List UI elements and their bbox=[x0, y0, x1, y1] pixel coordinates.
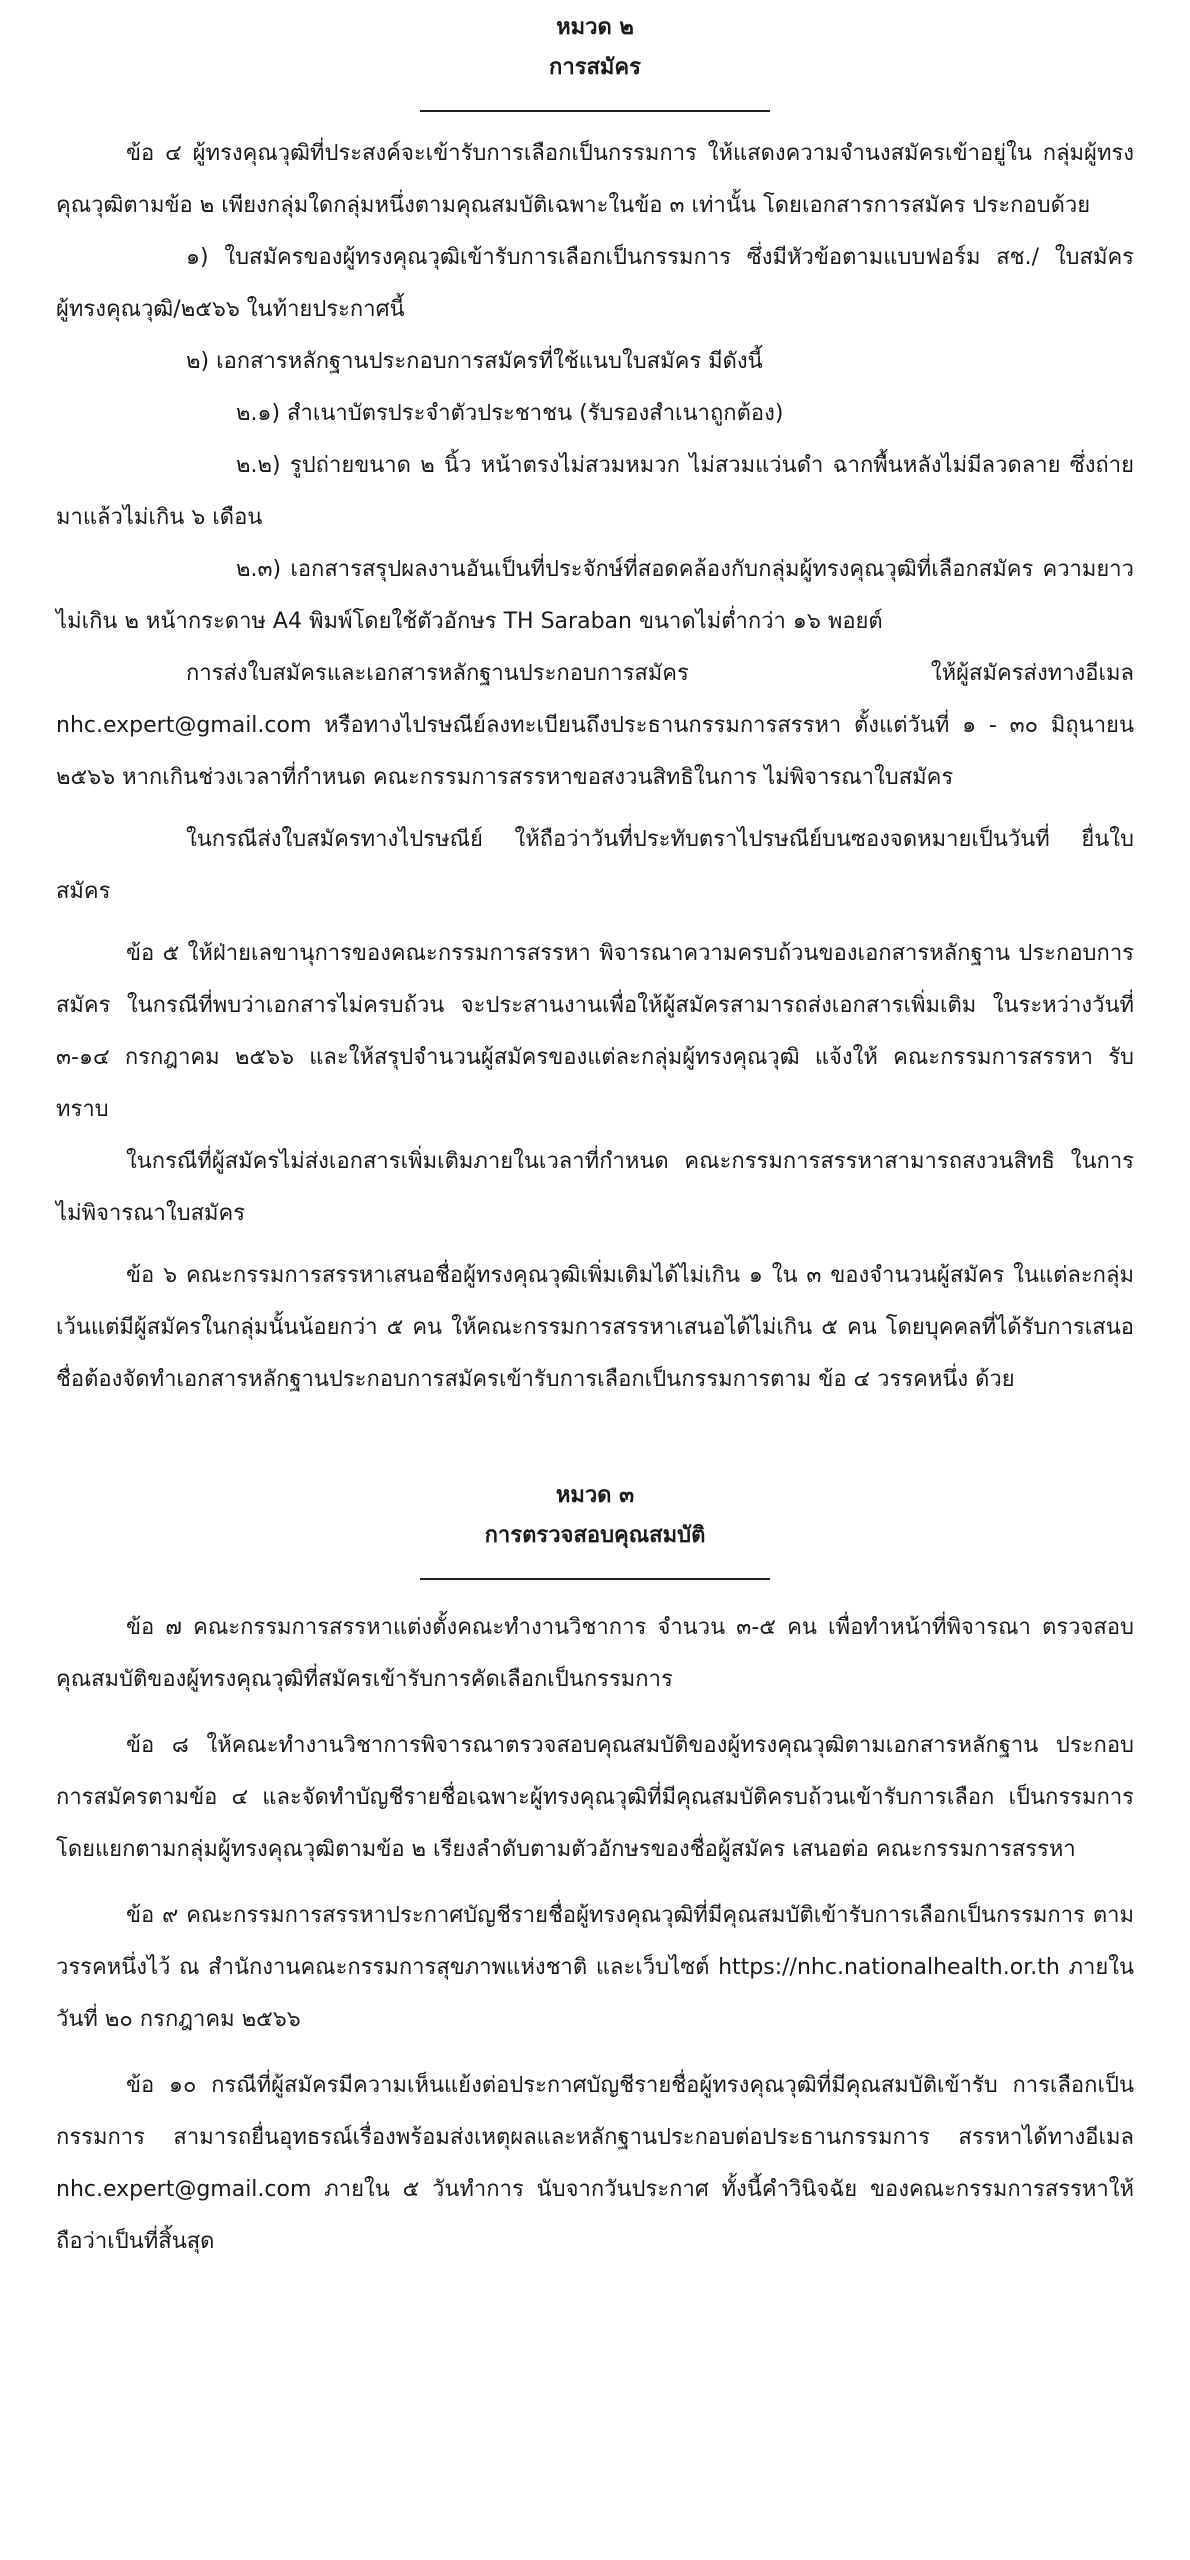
clause-4-submission: การส่งใบสมัครและเอกสารหลักฐานประกอบการสมัคร ให้ผู้สมัครส่งทางอีเมล nhc.expert@gmail.com หรือทางไปรษณีย์ลงทะเบียนถึงประธานกรรมการสรรหา ตั้งแต่วันที่ ๑ - ๓๐ มิถุนายน ๒๕๖๖ หากเกินช่วงเวลาที่กำหนด คณะกรรมการสรรหาขอสงวนสิทธิในการ ไม่พิจารณาใบสมัคร bbox=[56, 661, 1134, 790]
clause-4-item-2-3: ๒.๓) เอกสารสรุปผลงานอันเป็นที่ประจักษ์ที่สอดคล้องกับกลุ่มผู้ทรงคุณวุฒิที่เลือกสมัคร ความยาวไม่เกิน ๒ หน้ากระดาษ A4 พิมพ์โดยใช้ตัวอักษร TH Saraban ขนาดไม่ต่ำกว่า ๑๖ พอยต์ bbox=[56, 557, 1134, 634]
chapter-2-label: หมวด ๒ bbox=[556, 15, 634, 40]
clause-6: ข้อ ๖ คณะกรรมการสรรหาเสนอชื่อผู้ทรงคุณวุฒิเพิ่มเติมได้ไม่เกิน ๑ ใน ๓ ของจำนวนผู้สมัคร ในแต่ละกลุ่ม เว้นแต่มีผู้สมัครในกลุ่มนั้นน้อยกว่า ๕ คน ให้คณะกรรมการสรรหาเสนอได้ไม่เกิน ๕ คน โดยบุคคลที่ได้รับการเสนอชื่อต้องจัดทำเอกสารหลักฐานประกอบการสมัครเข้ารับการเลือกเป็นกรรมการตาม ข้อ ๔ วรรคหนึ่ง ด้วย bbox=[56, 1263, 1134, 1392]
clause-4-item-1: ๑) ใบสมัครของผู้ทรงคุณวุฒิเข้ารับการเลือกเป็นกรรมการ ซึ่งมีหัวข้อตามแบบฟอร์ม สช./ ใบสมัครผู้ทรงคุณวุฒิ/๒๕๖๖ ในท้ายประกาศนี้ bbox=[56, 245, 1134, 322]
clause-7: ข้อ ๗ คณะกรรมการสรรหาแต่งตั้งคณะทำงานวิชาการ จำนวน ๓-๕ คน เพื่อทำหน้าที่พิจารณา ตรวจสอบคุณสมบัติของผู้ทรงคุณวุฒิที่สมัครเข้ารับการคัดเลือกเป็นกรรมการ bbox=[56, 1615, 1134, 1692]
clause-5-note: ในกรณีที่ผู้สมัครไม่ส่งเอกสารเพิ่มเติมภายในเวลาที่กำหนด คณะกรรมการสรรหาสามารถสงวนสิทธิ ในการไม่พิจารณาใบสมัคร bbox=[56, 1149, 1134, 1226]
clause-8: ข้อ ๘ ให้คณะทำงานวิชาการพิจารณาตรวจสอบคุณสมบัติของผู้ทรงคุณวุฒิตามเอกสารหลักฐาน ประกอบการสมัครตามข้อ ๔ และจัดทำบัญชีรายชื่อเฉพาะผู้ทรงคุณวุฒิที่มีคุณสมบัติครบถ้วนเข้ารับการเลือก เป็นกรรมการ โดยแยกตามกลุ่มผู้ทรงคุณวุฒิตามข้อ ๒ เรียงลำดับตามตัวอักษรของชื่อผู้สมัคร เสนอต่อ คณะกรรมการสรรหา bbox=[56, 1733, 1134, 1862]
clause-4-item-2-1: ๒.๑) สำเนาบัตรประจำตัวประชาชน (รับรองสำเนาถูกต้อง) bbox=[236, 401, 784, 426]
chapter-2-title: การสมัคร bbox=[549, 55, 641, 80]
clause-10: ข้อ ๑๐ กรณีที่ผู้สมัครมีความเห็นแย้งต่อประกาศบัญชีรายชื่อผู้ทรงคุณวุฒิที่มีคุณสมบัติเข้ารับ การเลือกเป็นกรรมการ สามารถยื่นอุทธรณ์เรื่องพร้อมส่งเหตุผลและหลักฐานประกอบต่อประธานกรรมการ สรรหาได้ทางอีเมล nhc.expert@gmail.com ภายใน ๕ วันทำการ นับจากวันประกาศ ทั้งนี้คำวินิจฉัย ของคณะกรรมการสรรหาให้ถือว่าเป็นที่สิ้นสุด bbox=[56, 2073, 1134, 2254]
clause-5: ข้อ ๕ ให้ฝ่ายเลขานุการของคณะกรรมการสรรหา พิจารณาความครบถ้วนของเอกสารหลักฐาน ประกอบการสมัคร ในกรณีที่พบว่าเอกสารไม่ครบถ้วน จะประสานงานเพื่อให้ผู้สมัครสามารถส่งเอกสารเพิ่มเติม ในระหว่างวันที่ ๓-๑๔ กรกฎาคม ๒๕๖๖ และให้สรุปจำนวนผู้สมัครของแต่ละกลุ่มผู้ทรงคุณวุฒิ แจ้งให้ คณะกรรมการสรรหา รับทราบ bbox=[56, 941, 1134, 1122]
chapter-3-title: การตรวจสอบคุณสมบัติ bbox=[484, 1523, 706, 1548]
clause-9: ข้อ ๙ คณะกรรมการสรรหาประกาศบัญชีรายชื่อผู้ทรงคุณวุฒิที่มีคุณสมบัติเข้ารับการเลือกเป็นกรรมการ ตามวรรคหนึ่งไว้ ณ สำนักงานคณะกรรมการสุขภาพแห่งชาติ และเว็บไซต์ https://nhc.nationalhealth.or.th ภายในวันที่ ๒๐ กรกฎาคม ๒๕๖๖ bbox=[56, 1903, 1134, 2032]
clause-4: ข้อ ๔ ผู้ทรงคุณวุฒิที่ประสงค์จะเข้ารับการเลือกเป็นกรรมการ ให้แสดงความจำนงสมัครเข้าอยู่ใน กลุ่มผู้ทรงคุณวุฒิตามข้อ ๒ เพียงกลุ่มใดกลุ่มหนึ่งตามคุณสมบัติเฉพาะในข้อ ๓ เท่านั้น โดยเอกสารการสมัคร ประกอบด้วย bbox=[56, 141, 1134, 218]
clause-4-item-2: ๒) เอกสารหลักฐานประกอบการสมัครที่ใช้แนบใบสมัคร มีดังนี้ bbox=[186, 349, 763, 374]
clause-4-item-2-2: ๒.๒) รูปถ่ายขนาด ๒ นิ้ว หน้าตรงไม่สวมหมวก ไม่สวมแว่นดำ ฉากพื้นหลังไม่มีลวดลาย ซึ่งถ่ายมาแล้วไม่เกิน ๖ เดือน bbox=[56, 453, 1134, 530]
clause-4-postal-note: ในกรณีส่งใบสมัครทางไปรษณีย์ ให้ถือว่าวันที่ประทับตราไปรษณีย์บนซองจดหมายเป็นวันที่ ยื่นใบสมัคร bbox=[56, 827, 1134, 904]
chapter-3-label: หมวด ๓ bbox=[555, 1483, 635, 1508]
